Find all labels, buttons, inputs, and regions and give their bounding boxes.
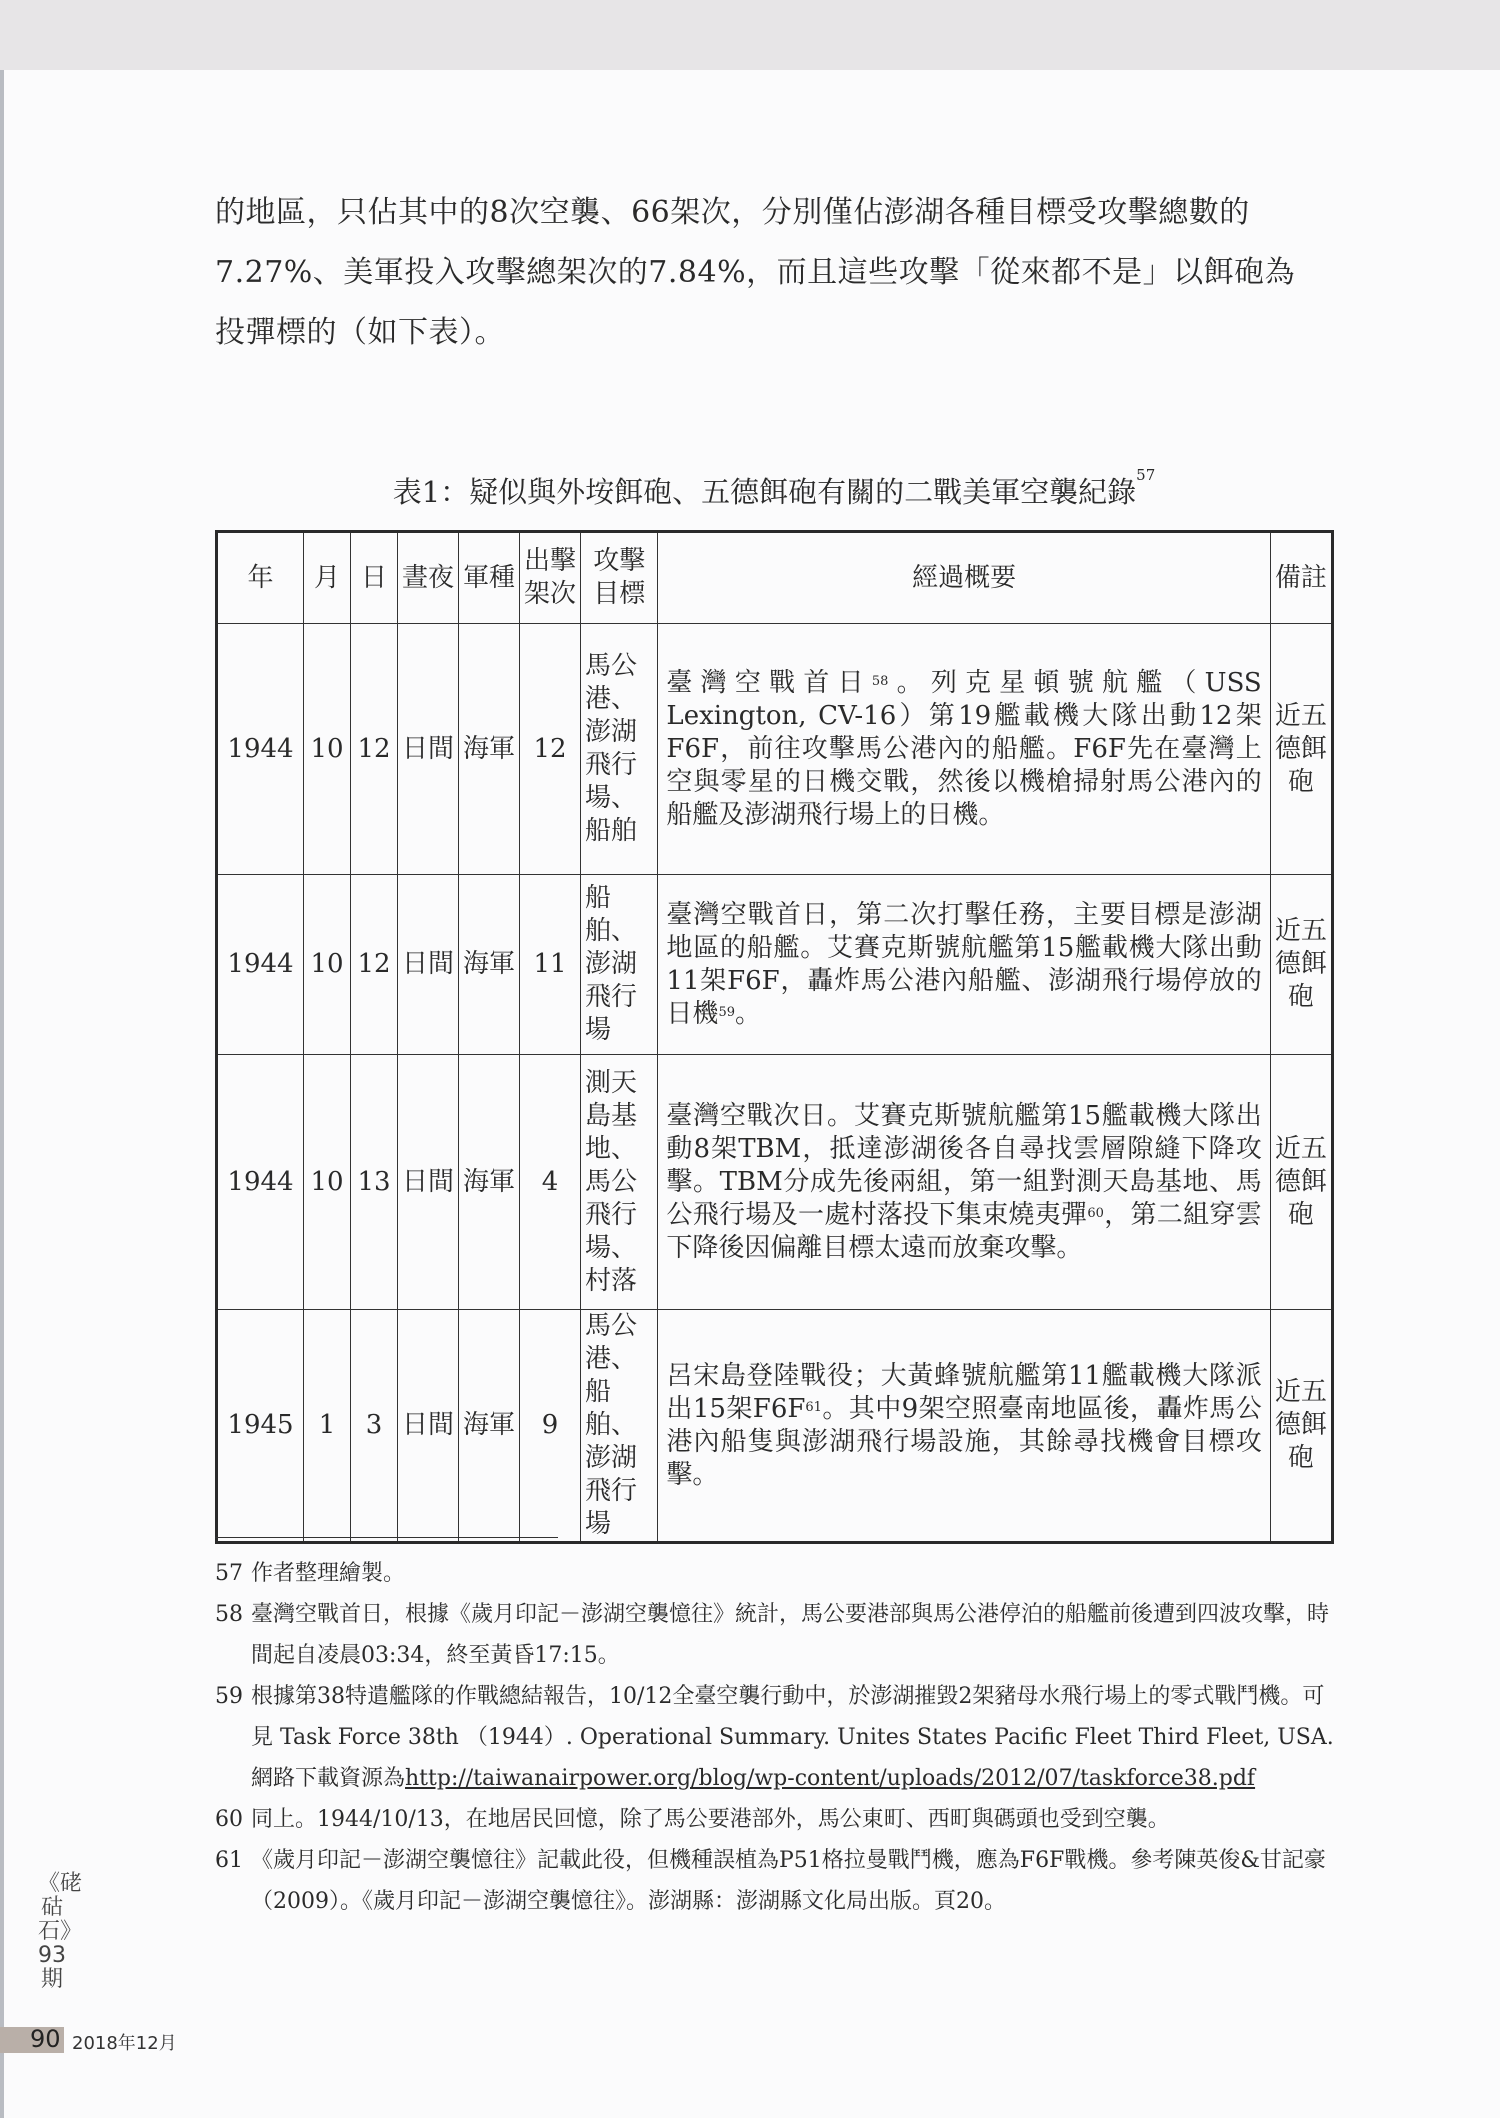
- footnote-number: 60: [215, 1807, 243, 1832]
- footnote-61: [215, 1840, 1340, 1922]
- cell-sorties: 11: [520, 875, 581, 1055]
- source-link[interactable]: http://taiwanairpower.org/blog/wp-content/uploads/2012/07/taskforce38.pdf: [405, 1766, 1256, 1791]
- body-line: 的地區，只佔其中的8次空襲、66架次，分別僅佔澎湖各種目標受攻擊總數的: [215, 195, 1250, 230]
- header-remarks: 備註: [1270, 532, 1332, 624]
- cell-month: 10: [304, 875, 351, 1055]
- header-day-night: 晝夜: [398, 532, 459, 624]
- body-line: 7.27%、美軍投入攻擊總架次的7.84%，而且這些攻擊「從來都不是」以餌砲為: [215, 255, 1296, 290]
- summary-text: ，第二組穿雲下降後因偏離目標太遠而放棄攻擊。: [666, 1199, 1262, 1263]
- header-service: 軍種: [459, 532, 520, 624]
- cell-remarks: 近五德餌砲: [1270, 624, 1332, 875]
- cell-remarks: 近五德餌砲: [1270, 1310, 1332, 1543]
- page-number: 90: [30, 2025, 61, 2053]
- table-caption-text: 表1：疑似與外垵餌砲、五德餌砲有關的二戰美軍空襲紀錄: [392, 475, 1137, 509]
- body-line: 投彈標的（如下表）。: [215, 315, 505, 350]
- publication-title-vertical: 《硓𥑮石》93期: [38, 1871, 83, 1992]
- cell-day-night: 日間: [398, 1310, 459, 1543]
- footnote-text: 《歲月印記－澎湖空襲憶往》記載此役，但機種誤植為P51格拉曼戰鬥機，應為F6F戰機。參考陳英俊&甘記豪（2009）。《歲月印記－澎湖空襲憶往》。澎湖縣：澎湖縣文化局出版。頁20。: [251, 1848, 1326, 1914]
- cell-service: 海軍: [459, 1055, 520, 1310]
- cell-year: 1944: [217, 1055, 304, 1310]
- cell-day-night: 日間: [398, 624, 459, 875]
- scan-left-edge: [0, 70, 4, 2118]
- footnote-59: [215, 1676, 1340, 1799]
- cell-year: 1944: [217, 624, 304, 875]
- footnote-58: [215, 1594, 1340, 1676]
- footnote-ref[interactable]: 58: [871, 673, 889, 689]
- footnote-ref[interactable]: 61: [805, 1399, 822, 1415]
- footnote-number: 59: [215, 1684, 243, 1709]
- table-row: [217, 875, 1333, 1055]
- header-sorties-line1: 出擊: [524, 546, 577, 576]
- issue-date: 2018年12月: [72, 2033, 177, 2054]
- table-row: [217, 1310, 1333, 1543]
- summary-text: 。列克星頓號航艦（USS Lexington, CV-16）第19艦載機大隊出動12架F6F，前往攻擊馬公港內的船艦。F6F先在臺灣上空與零星的日機交戰，然後以機槍掃射馬公港內的船艦及澎湖飛行場上的日機。: [666, 667, 1262, 830]
- cell-day-night: 日間: [398, 1055, 459, 1310]
- table-row: [217, 1055, 1333, 1310]
- cell-day: 3: [351, 1310, 398, 1543]
- cell-target: 馬公港、船舶、澎湖飛行場: [581, 1310, 658, 1543]
- cell-service: 海軍: [459, 875, 520, 1055]
- cell-target: 船舶、澎湖飛行場: [581, 875, 658, 1055]
- cell-year: 1945: [217, 1310, 304, 1543]
- cell-target: 馬公港、澎湖飛行場、船舶: [581, 624, 658, 875]
- summary-text: 臺灣空戰首日: [666, 667, 872, 698]
- cell-sorties: 4: [520, 1055, 581, 1310]
- header-target-line1: 攻擊: [593, 546, 646, 576]
- body-paragraph: [215, 183, 1335, 363]
- footnote-number: 57: [215, 1561, 243, 1586]
- cell-day-night: 日間: [398, 875, 459, 1055]
- cell-year: 1944: [217, 875, 304, 1055]
- footnote-text: 作者整理繪製。: [251, 1561, 406, 1586]
- footnote-57: [215, 1553, 1340, 1594]
- cell-sorties: 12: [520, 624, 581, 875]
- summary-text: 。其中9架空照臺南地區後，轟炸馬公港內船隻與澎湖飛行場設施，其餘尋找機會目標攻擊。: [666, 1393, 1262, 1490]
- scan-top-band: [0, 0, 1500, 70]
- summary-text: 臺灣空戰次日。艾賽克斯號航艦第15艦載機大隊出動8架TBM，抵達澎湖後各自尋找雲層隙縫下降攻擊。TBM分成先後兩組，第一組對測天島基地、馬公飛行場及一處村落投下集束燒夷彈: [666, 1100, 1262, 1230]
- table-header-row: [217, 532, 1333, 624]
- footnote-ref[interactable]: 60: [1087, 1205, 1104, 1221]
- summary-text: 呂宋島登陸戰役；大黃蜂號航艦第11艦載機大隊派出15架F6F: [666, 1360, 1262, 1424]
- footnote-text: 根據第38特遣艦隊的作戰總結報告，10/12全臺空襲行動中，於澎湖摧毀2架豬母水飛行場上的零式戰鬥機。可見 Task Force 38th （1944）. Operational Summary. Unites States Pacific Fleet Third Fleet, USA. 網路下載資源為: [251, 1684, 1334, 1791]
- cell-service: 海軍: [459, 1310, 520, 1543]
- cell-summary: [658, 1310, 1270, 1543]
- header-sorties: [520, 532, 581, 624]
- footnote-60: [215, 1799, 1340, 1840]
- table-row: [217, 624, 1333, 875]
- header-target: [581, 532, 658, 624]
- header-day: 日: [351, 532, 398, 624]
- table-caption: [215, 466, 1333, 511]
- header-summary: 經過概要: [658, 532, 1270, 624]
- cell-summary: [658, 624, 1270, 875]
- cell-service: 海軍: [459, 624, 520, 875]
- air-raid-records-table: [215, 530, 1334, 1544]
- footnote-text: 臺灣空戰首日，根據《歲月印記－澎湖空襲憶往》統計，馬公要港部與馬公港停泊的船艦前後遭到四波攻擊，時間起自凌晨03:34，終至黃昏17:15。: [251, 1602, 1330, 1668]
- header-sorties-line2: 架次: [524, 579, 577, 609]
- cell-target: 測天島基地、馬公飛行場、村落: [581, 1055, 658, 1310]
- header-target-line2: 目標: [593, 579, 646, 609]
- cell-day: 13: [351, 1055, 398, 1310]
- footnote-text: 同上。1944/10/13，在地居民回憶，除了馬公要港部外，馬公東町、西町與碼頭也受到空襲。: [251, 1807, 1170, 1832]
- cell-remarks: 近五德餌砲: [1270, 1055, 1332, 1310]
- footnote-number: 58: [215, 1602, 243, 1627]
- summary-text: 臺灣空戰首日，第二次打擊任務，主要目標是澎湖地區的船艦。艾賽克斯號航艦第15艦載機大隊出動11架F6F，轟炸馬公港內船艦、澎湖飛行場停放的日機: [666, 899, 1262, 1029]
- cell-month: 1: [304, 1310, 351, 1543]
- header-month: 月: [304, 532, 351, 624]
- footnote-ref[interactable]: 59: [718, 1004, 735, 1020]
- cell-sorties: 9: [520, 1310, 581, 1543]
- footnote-number: 61: [215, 1848, 243, 1873]
- header-year: 年: [217, 532, 304, 624]
- cell-day: 12: [351, 875, 398, 1055]
- footnote-ref[interactable]: 57: [1136, 466, 1156, 484]
- summary-text: 。: [734, 998, 761, 1029]
- cell-summary: [658, 875, 1270, 1055]
- cell-month: 10: [304, 1055, 351, 1310]
- cell-month: 10: [304, 624, 351, 875]
- footnotes: [215, 1553, 1340, 1922]
- footnote-separator: [215, 1537, 558, 1538]
- cell-summary: [658, 1055, 1270, 1310]
- cell-remarks: 近五德餌砲: [1270, 875, 1332, 1055]
- cell-day: 12: [351, 624, 398, 875]
